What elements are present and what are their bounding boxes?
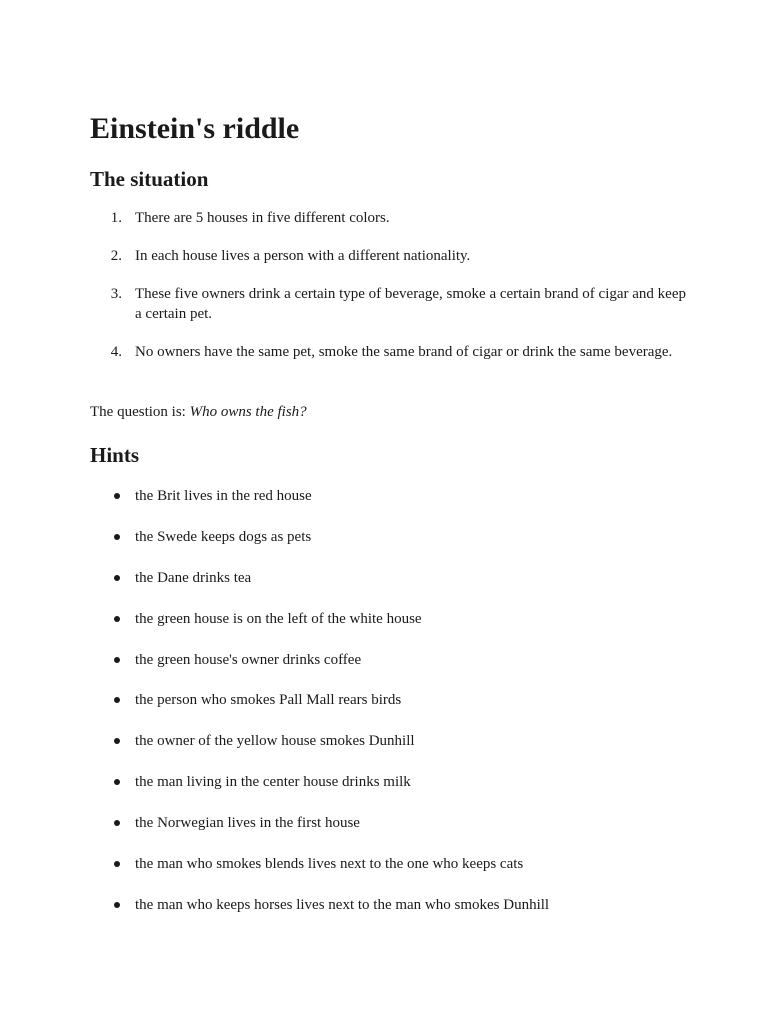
- hint-item: [90, 690, 690, 710]
- bullet-icon: [114, 697, 120, 703]
- hint-item: [90, 772, 690, 792]
- situation-item-text: In each house lives a person with a different nationality.: [135, 248, 471, 264]
- bullet-icon: [114, 902, 120, 908]
- hint-text: the man who keeps horses lives next to the man who smokes Dunhill: [135, 896, 550, 913]
- hint-text: the owner of the yellow house smokes Dunhill: [135, 733, 415, 750]
- bullet-icon: [114, 657, 120, 663]
- bullet-icon: [114, 820, 120, 826]
- hint-item: [90, 568, 690, 588]
- hint-text: the Norwegian lives in the first house: [135, 815, 360, 832]
- bullet-icon: [114, 779, 120, 785]
- hint-text: the man living in the center house drinks milk: [135, 774, 411, 791]
- situation-item: [90, 246, 690, 266]
- hint-text: the Dane drinks tea: [135, 569, 252, 586]
- situation-item: [90, 284, 690, 324]
- page-title: Einstein's riddle: [90, 112, 300, 145]
- hint-item: [90, 650, 690, 670]
- hint-item: [90, 731, 690, 751]
- situation-item-text: There are 5 houses in five different colors.: [135, 210, 390, 226]
- situation-heading: The situation: [90, 167, 209, 191]
- hint-item: [90, 609, 690, 629]
- bullet-icon: [114, 616, 120, 622]
- situation-list: [90, 208, 690, 380]
- situation-item-number: 2.: [110, 248, 122, 264]
- hint-text: the green house's owner drinks coffee: [135, 651, 362, 668]
- hint-text: the man who smokes blends lives next to the one who keeps cats: [135, 856, 524, 873]
- question-emphasis: Who owns the fish?: [189, 404, 307, 420]
- hint-text: the Swede keeps dogs as pets: [135, 528, 312, 545]
- situation-item-text: No owners have the same pet, smoke the same brand of cigar or drink the same beverage.: [135, 344, 673, 360]
- situation-item: [90, 208, 690, 228]
- hint-item: [90, 895, 690, 915]
- bullet-icon: [114, 534, 120, 540]
- hint-item: [90, 527, 690, 547]
- hint-item: [90, 813, 690, 833]
- hints-list: [90, 486, 690, 936]
- situation-item: [90, 342, 690, 362]
- situation-item-number: 4.: [110, 344, 122, 360]
- hint-text: the green house is on the left of the white house: [135, 610, 422, 627]
- bullet-icon: [114, 493, 120, 499]
- hint-item: [90, 486, 690, 506]
- bullet-icon: [114, 738, 120, 744]
- question-prefix: The question is:: [90, 404, 190, 420]
- hint-text: the Brit lives in the red house: [135, 488, 312, 504]
- hint-item: [90, 854, 690, 874]
- bullet-icon: [114, 861, 120, 867]
- hints-heading: Hints: [90, 443, 140, 467]
- bullet-icon: [114, 575, 120, 581]
- situation-item-number: 3.: [110, 286, 122, 302]
- hint-text: the person who smokes Pall Mall rears birds: [135, 692, 402, 709]
- question-paragraph: [90, 402, 307, 422]
- situation-item-number: 1.: [110, 210, 122, 226]
- situation-item-text: These five owners drink a certain type of beverage, smoke a certain brand of cigar and keep a certain pet.: [135, 286, 687, 322]
